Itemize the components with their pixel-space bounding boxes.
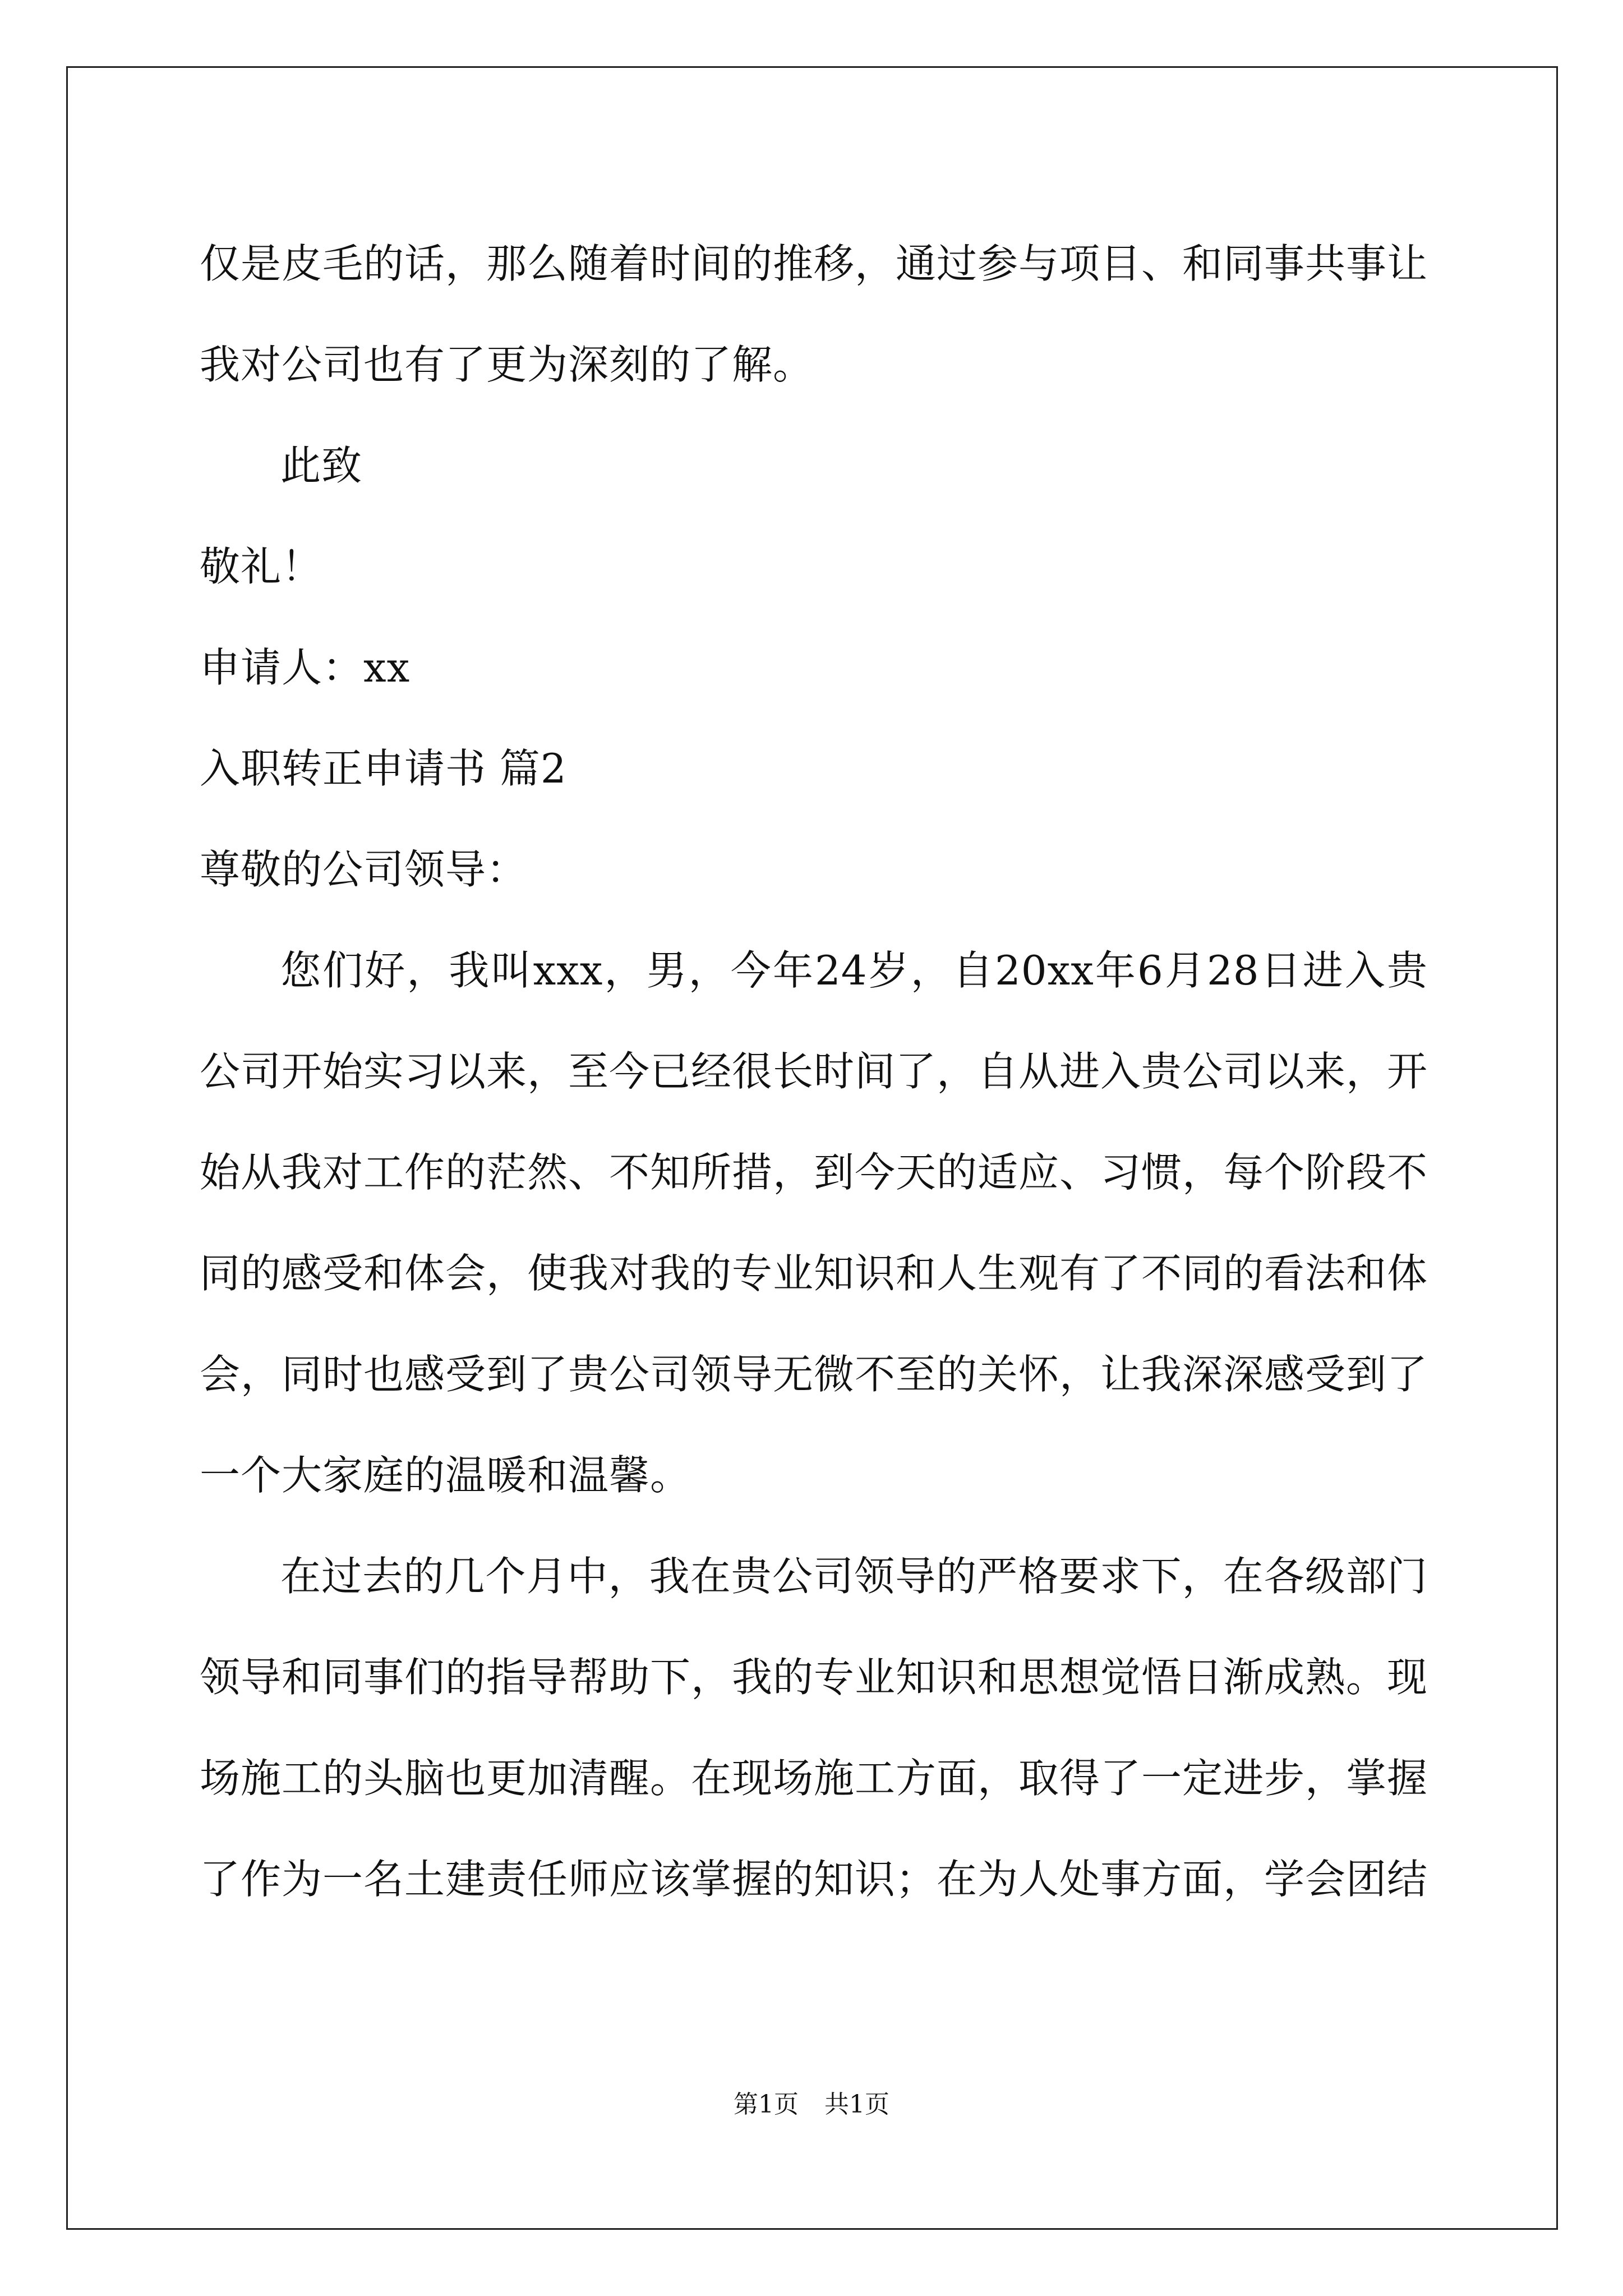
page-number-current: 第1页	[734, 2090, 799, 2119]
section-heading: 入职转正申请书 篇2	[200, 745, 567, 792]
document-body	[200, 213, 1428, 1930]
paragraph-continuation: 仅是皮毛的话，那么随着时间的推移，通过参与项目、和同事共事让我对公司也有了更为深刻的了解。	[200, 240, 1428, 388]
paragraph-progress: 在过去的几个月中，我在贵公司领导的严格要求下，在各级部门领导和同事们的指导帮助下，我的专业知识和思想觉悟日渐成熟。现场施工的头脑也更加清醒。在现场施工方面，取得了一定进步，掌握了作为一名土建责任师应该掌握的知识；在为人处事方面，学会团结	[200, 1553, 1428, 1903]
paragraph-introduction: 您们好，我叫xxx，男，今年24岁，自20xx年6月28日进入贵公司开始实习以来，至今已经很长时间了，自从进入贵公司以来，开始从我对工作的茫然、不知所措，到今天的适应、习惯，每个阶段不同的感受和体会，使我对我的专业知识和人生观有了不同的看法和体会，同时也感受到了贵公司领导无微不至的关怀，让我深深感受到了一个大家庭的温暖和温馨。	[200, 947, 1428, 1499]
applicant-line: 申请人：xx	[200, 644, 411, 691]
page-footer	[0, 2088, 1623, 2122]
closing-salutation: 此致	[280, 442, 363, 489]
page-number-total: 共1页	[824, 2090, 889, 2119]
closing-regards: 敬礼！	[200, 543, 323, 590]
greeting-line: 尊敬的公司领导：	[200, 846, 528, 893]
